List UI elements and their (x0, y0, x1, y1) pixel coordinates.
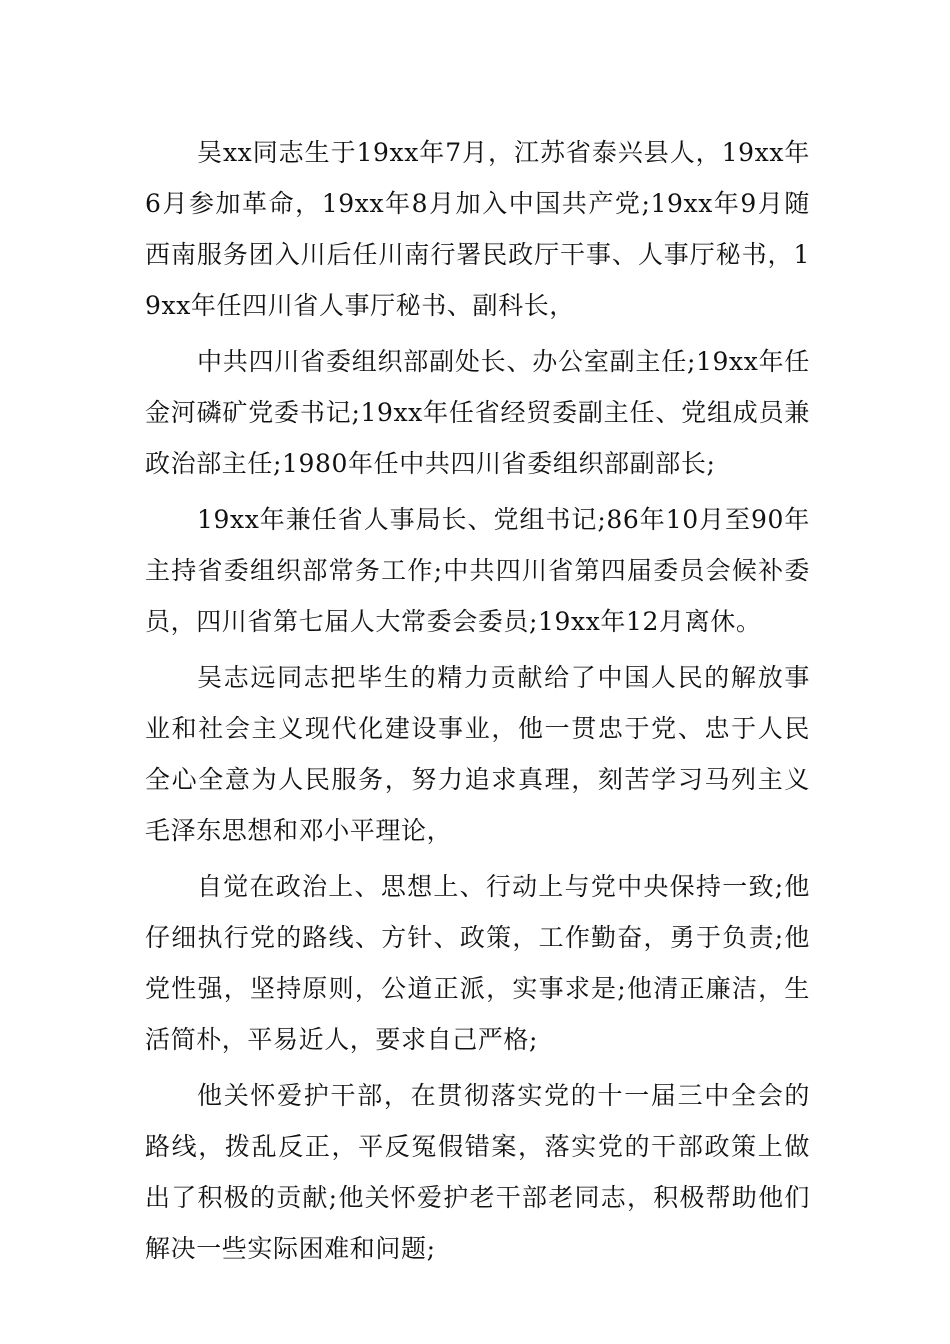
paragraph-1: 吴xx同志生于19xx年7月，江苏省泰兴县人，19xx年6月参加革命，19xx年8月加入中国共产党;19xx年9月随西南服务团入川后任川南行署民政厅干事、人事厅秘书，19xx年任四川省人事厅秘书、副科长， (145, 138, 810, 320)
document-body (145, 127, 810, 1279)
paragraph-6: 他关怀爱护干部，在贯彻落实党的十一届三中全会的路线，拨乱反正，平反冤假错案，落实党的干部政策上做出了积极的贡献;他关怀爱护老干部老同志，积极帮助他们解决一些实际困难和问题; (145, 1081, 810, 1263)
paragraph-3: 19xx年兼任省人事局长、党组书记;86年10月至90年主持省委组织部常务工作;中共四川省第四届委员会候补委员，四川省第七届人大常委会委员;19xx年12月离休。 (145, 505, 810, 636)
paragraph-5: 自觉在政治上、思想上、行动上与党中央保持一致;他仔细执行党的路线、方针、政策，工作勤奋，勇于负责;他党性强，坚持原则，公道正派，实事求是;他清正廉洁，生活简朴，平易近人，要求自己严格; (145, 872, 810, 1054)
paragraph-2: 中共四川省委组织部副处长、办公室副主任;19xx年任金河磷矿党委书记;19xx年任省经贸委副主任、党组成员兼政治部主任;1980年任中共四川省委组织部副部长; (145, 347, 810, 478)
paragraph-4: 吴志远同志把毕生的精力贡献给了中国人民的解放事业和社会主义现代化建设事业，他一贯忠于党、忠于人民全心全意为人民服务，努力追求真理，刻苦学习马列主义毛泽东思想和邓小平理论， (145, 663, 810, 845)
